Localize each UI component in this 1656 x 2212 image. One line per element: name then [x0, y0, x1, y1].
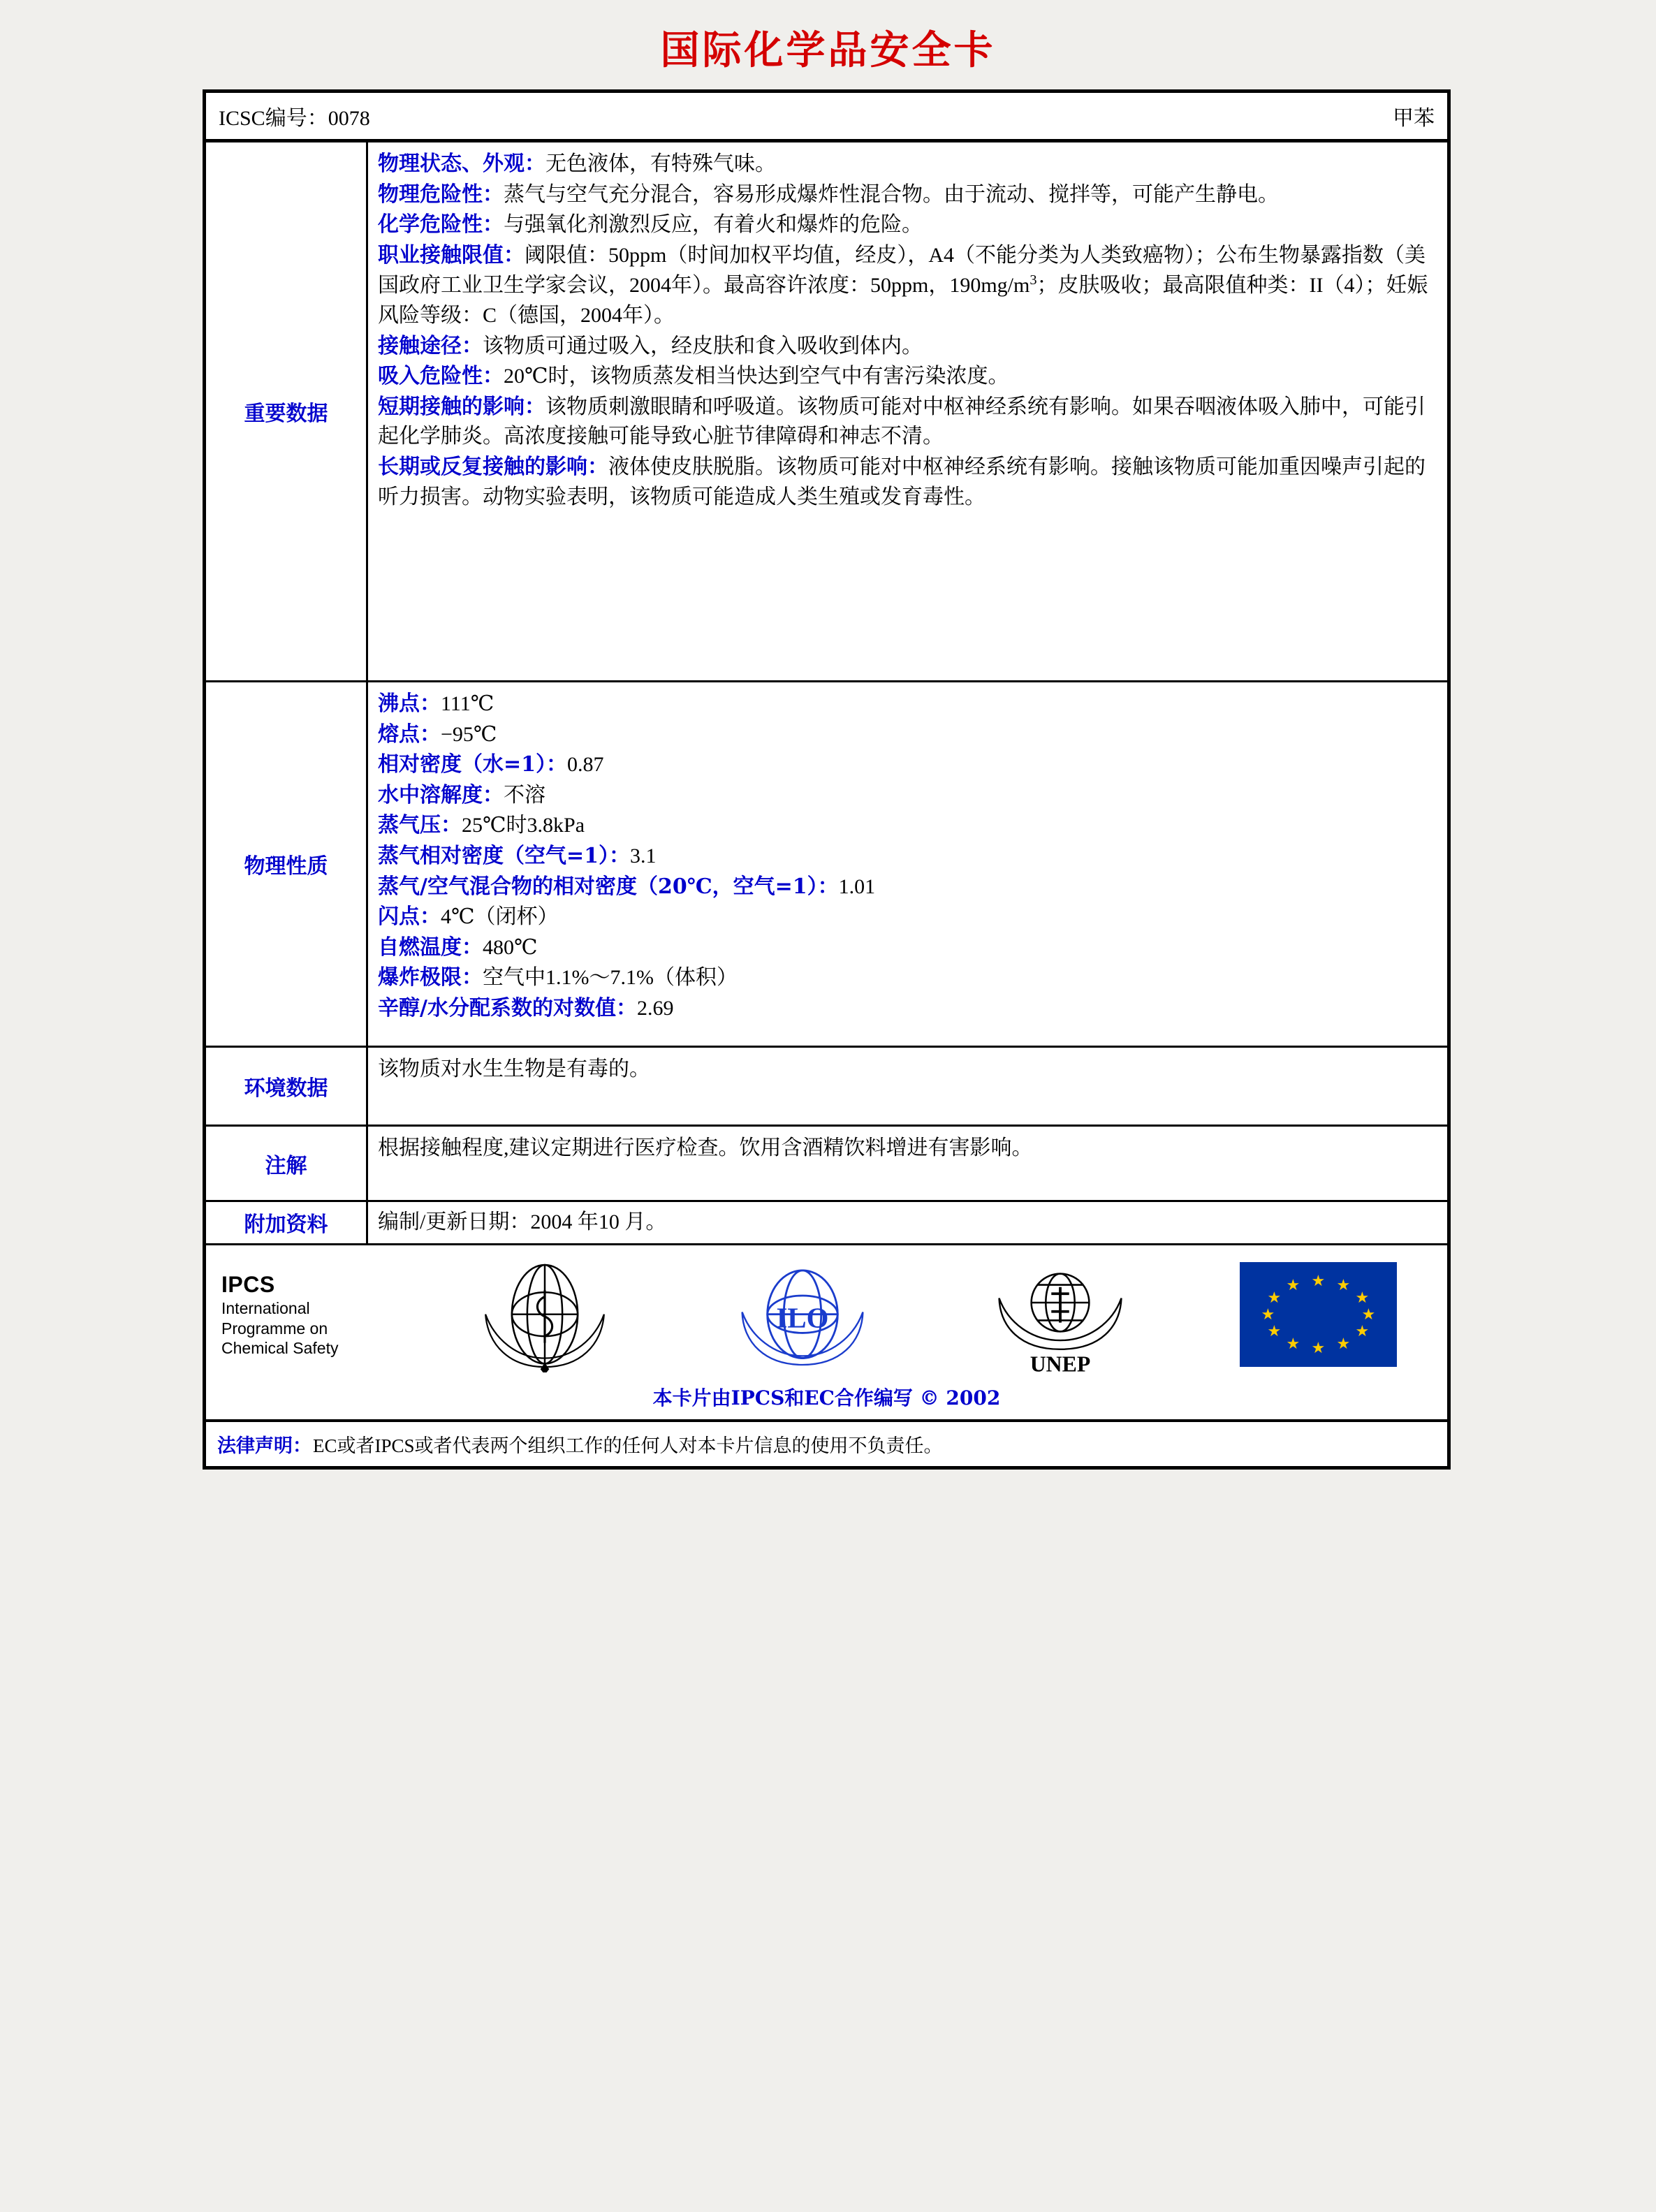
unep-logo — [990, 1254, 1130, 1376]
card-header — [206, 93, 1447, 142]
eu-star: ★ — [1286, 1276, 1300, 1294]
entry-value: 4℃（闭杯） — [441, 905, 559, 929]
section-label-environment: 环境数据 — [206, 1048, 368, 1125]
entry-short-term-effects — [378, 393, 1437, 452]
entry-vapour-air-mixture-density — [378, 872, 1437, 902]
eu-star: ★ — [1286, 1335, 1300, 1353]
entry-key: 化学危险性： — [378, 212, 504, 237]
entry-value: −95℃ — [441, 722, 497, 746]
entry-vapour-pressure — [378, 811, 1437, 841]
section-body-environment: 该物质对水生生物是有毒的。 — [378, 1057, 650, 1081]
entry-key: 物理状态、外观： — [378, 152, 545, 176]
entry-key: 物理危险性： — [378, 182, 504, 207]
entry-value: 阈限值：50ppm（时间加权平均值，经皮），A4（不能分类为人类致癌物）；公布生物暴露指数（美国政府工业卫生学家会议，2004年）。最高容许浓度：50ppm，$190mg/m^3$；皮肤吸收；最高限值种类：II（4）；妊娠风险等级：C（德国，2004年）。 — [378, 243, 1428, 327]
eu-star: ★ — [1311, 1339, 1326, 1357]
entry-value: 蒸气与空气充分混合，容易形成爆炸性混合物。由于流动、搅拌等，可能产生静电。 — [504, 182, 1279, 206]
eu-flag — [1240, 1262, 1397, 1367]
ipcs-line-3: Chemical Safety — [221, 1339, 339, 1358]
ipcs-line-1: International — [221, 1298, 310, 1317]
unep-label: UNEP — [1029, 1352, 1091, 1376]
entry-key: 自燃温度： — [378, 935, 483, 960]
entry-key: 蒸气相对密度（空气=1）： — [378, 843, 631, 868]
entry-key: 长期或反复接触的影响： — [378, 454, 608, 479]
section-label-important: 重要数据 — [206, 142, 368, 680]
icsc-number: 0078 — [328, 107, 370, 130]
entry-value: 3.1 — [630, 844, 657, 867]
entry-long-term-effects — [378, 453, 1437, 512]
entry-key: 辛醇/水分配系数的对数值： — [378, 995, 637, 1020]
eu-star: ★ — [1361, 1305, 1376, 1324]
entry-value: 空气中1.1%～7.1%（体积） — [483, 966, 738, 990]
eu-star: ★ — [1267, 1322, 1282, 1340]
who-logo — [478, 1257, 611, 1372]
entry-key: 水中溶解度： — [378, 782, 504, 807]
entry-octanol-water-partition — [378, 994, 1437, 1024]
entry-relative-density — [378, 750, 1437, 780]
entry-value: 与强氧化剂激烈反应，有着火和爆炸的危险。 — [504, 213, 923, 237]
entry-value: 液体使皮肤脱脂。该物质可能对中枢神经系统有影响。接触该物质可能加重因噪声引起的听力损害。动物实验表明，该物质可能造成人类生殖或发育毒性。 — [378, 455, 1426, 508]
entry-value: 25℃时3.8kPa — [462, 814, 585, 837]
section-notes — [206, 1127, 1447, 1202]
entry-key: 闪点： — [378, 904, 441, 930]
entry-flash-point — [378, 902, 1437, 932]
eu-star: ★ — [1336, 1335, 1351, 1353]
legal-label: 法律声明： — [217, 1435, 312, 1457]
entry-auto-ignition-temperature — [378, 933, 1437, 963]
entry-explosive-limits — [378, 963, 1437, 993]
entry-key: 蒸气/空气混合物的相对密度（20℃，空气=1）： — [378, 874, 839, 899]
eu-star: ★ — [1311, 1272, 1326, 1290]
section-body-important — [368, 142, 1447, 680]
ipcs-line-2: Programme on — [221, 1319, 328, 1338]
section-additional-information — [206, 1202, 1447, 1245]
entry-key: 熔点： — [378, 722, 441, 747]
entry-key: 接触途径： — [378, 333, 483, 358]
entry-key: 爆炸极限： — [378, 965, 483, 990]
section-body-notes: 根据接触程度,建议定期进行医疗检查。饮用含酒精饮料增进有害影响。 — [378, 1136, 1033, 1159]
ipcs-block — [206, 1270, 416, 1358]
entry-value: 480℃ — [483, 935, 538, 959]
entry-value: 111℃ — [441, 692, 494, 715]
entry-chemical-hazards — [378, 210, 1437, 240]
ilo-label: ILO — [776, 1302, 829, 1334]
eu-star: ★ — [1355, 1322, 1370, 1340]
legal-notice — [206, 1422, 1447, 1466]
entry-key: 职业接触限值： — [378, 242, 525, 268]
section-label-notes: 注解 — [206, 1127, 368, 1200]
eu-star: ★ — [1261, 1305, 1275, 1324]
logo-strip — [206, 1245, 1447, 1379]
ilo-logo — [736, 1257, 869, 1372]
entry-value: 20℃时，该物质蒸发相当快达到空气中有害污染浓度。 — [504, 365, 1009, 388]
eu-flag-slot — [1189, 1262, 1447, 1367]
entry-physical-state — [378, 149, 1437, 180]
entry-key: 沸点： — [378, 691, 441, 716]
icsc-card — [203, 89, 1451, 1470]
entry-inhalation-risk — [378, 362, 1437, 392]
entry-value: 该物质刺激眼睛和呼吸道。该物质可能对中枢神经系统有影响。如果吞咽液体吸入肺中，可能引起化学肺炎。高浓度接触可能导致心脏节律障碍和神志不清。 — [378, 395, 1426, 448]
ilo-logo-slot — [673, 1257, 931, 1372]
ipcs-abbreviation: IPCS — [221, 1271, 275, 1297]
entry-value: 2.69 — [636, 996, 674, 1020]
entry-physical-hazards — [378, 180, 1437, 210]
who-logo-slot — [416, 1257, 673, 1372]
entry-occupational-exposure-limits — [378, 241, 1437, 331]
section-physical-properties — [206, 682, 1447, 1048]
page-title: 国际化学品安全卡 — [660, 27, 996, 73]
eu-star: ★ — [1267, 1289, 1282, 1307]
section-body-physical — [368, 682, 1447, 1046]
entry-value: 0.87 — [567, 753, 604, 777]
substance-name: 甲苯 — [1393, 107, 1435, 130]
entry-routes-of-exposure — [378, 332, 1437, 362]
entry-key: 吸入危险性： — [378, 364, 504, 389]
eu-star: ★ — [1336, 1276, 1351, 1294]
unep-logo-slot — [932, 1254, 1189, 1376]
entry-key: 短期接触的影响： — [378, 394, 545, 419]
entry-key: 相对密度（水=1）： — [378, 752, 568, 777]
footer-logos-row — [206, 1245, 1447, 1422]
entry-vapour-relative-density — [378, 842, 1437, 872]
section-environmental-data — [206, 1048, 1447, 1127]
entry-water-solubility — [378, 781, 1437, 811]
section-important-data — [206, 142, 1447, 682]
entry-key: 蒸气压： — [378, 813, 462, 838]
section-body-additional: 编制/更新日期：2004 年10 月。 — [378, 1210, 667, 1233]
section-label-physical: 物理性质 — [206, 682, 368, 1046]
entry-value: 无色液体，有特殊气味。 — [545, 152, 776, 175]
icsc-number-block — [219, 101, 1393, 131]
entry-melting-point — [378, 720, 1437, 750]
legal-text: EC或者IPCS或者代表两个组织工作的任何人对本卡片信息的使用不负责任。 — [313, 1435, 943, 1456]
entry-boiling-point — [378, 689, 1437, 719]
entry-value: 该物质可通过吸入，经皮肤和食入吸收到体内。 — [483, 334, 923, 358]
eu-star: ★ — [1355, 1289, 1370, 1307]
entry-value: 不溶 — [504, 783, 545, 807]
section-label-additional: 附加资料 — [206, 1202, 368, 1243]
entry-value: 1.01 — [838, 874, 876, 898]
copyright-line: 本卡片由IPCS和EC合作编写 © 2002 — [652, 1386, 1001, 1409]
icsc-label: ICSC编号： — [219, 107, 328, 130]
